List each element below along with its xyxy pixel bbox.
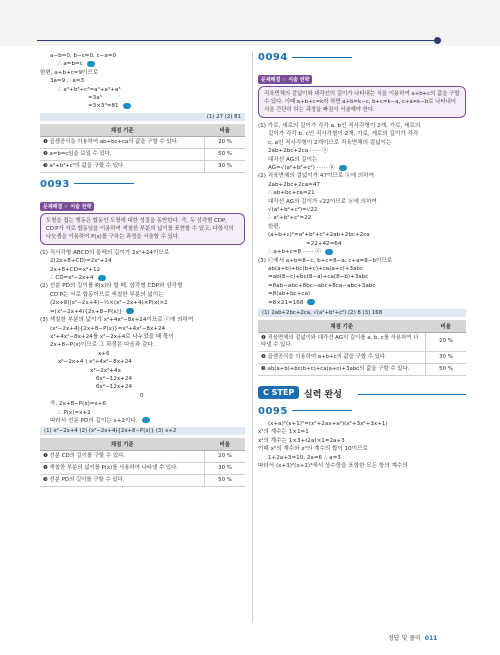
- step-marker-icon: [98, 275, 106, 281]
- solution-line: (2) 선분 PD의 길이를 P(x)라 할 때, 삼각형 CDP와 삼각형: [40, 283, 183, 290]
- division-line: 6x²−12x+24: [96, 384, 133, 391]
- table-header: 비율: [205, 438, 246, 451]
- solution-line: =ab(8−c)+bc(8−a)+ca(8−b)+3abc: [268, 274, 369, 281]
- solution-line: ∴ a+b+c=8 ······ ⓒ: [258, 248, 466, 256]
- solution-line: =8(ab+bc+ca): [268, 291, 311, 298]
- step-marker-icon: [123, 103, 131, 109]
- table-row: ❸ a³+b³+c³의 값을 구할 수 있다. 30 %: [40, 160, 245, 172]
- table-header: 비율: [205, 124, 246, 137]
- solution-line: x⁴의 계수는 1×3+(2a)×1=2a+3: [258, 437, 345, 444]
- table-row: ❶ 직육면체의 겉넓이와 대각선 AG의 길이를 a, b, c를 사용하여 나타낼 수 있다. 20 %: [258, 332, 466, 351]
- solution-line: =8ab−abc+8bc−abc+8ca−abc+3abc: [268, 282, 376, 289]
- step-tag: C STEP: [258, 386, 299, 399]
- table-header: 비율: [426, 320, 467, 333]
- solution-line: c, a인 직사각형이 2개이므로 직육면체의 겉넓이는: [268, 139, 392, 146]
- step-marker-icon: [325, 249, 333, 255]
- solution-line: AG=√(a²+b²+c²) ······ ⓑ: [258, 164, 466, 172]
- solution-line: (1) 가로, 세로의 길이가 각각 a, b인 직사각형이 2개, 가로, 세로의: [258, 123, 421, 129]
- solution-line: (3) 색칠한 부분의 넓이가 x³+4x²−8x+24이므로 ⓒ에 의하여: [40, 317, 194, 324]
- division-line: x²−2x+4 ) x³+4x²−8x+24: [58, 359, 132, 366]
- right-column: [258, 52, 466, 470]
- solution-line: 3a=9 ∴ a=3: [50, 78, 85, 85]
- step-heading: [258, 386, 466, 400]
- solution-line: 2(2x+8+CD)=2x²+24: [50, 258, 112, 265]
- table-header: 채점 기준: [40, 124, 205, 137]
- step-marker-icon: [307, 299, 315, 305]
- solution-line: ∴ P(x)=x+2: [58, 409, 91, 416]
- solution-line: CD′P는 서로 합동이므로 색칠한 부분의 넓이는: [50, 291, 164, 298]
- solution-line: 2ab+2bc+2ca=47: [268, 181, 320, 188]
- table-row: ❸ 선분 PD의 길이를 구할 수 있다. 50 %: [40, 475, 245, 487]
- solution-line: 즉, 2x+8−P(x)=x+6: [50, 401, 107, 408]
- solution-line: 따라서 (x+3)²(x+1)³에서 상수항을 포함한 모든 항의 계수의: [258, 462, 408, 469]
- solution-line: 대각선 AG의 길이가 √22이므로 ⓑ에 의하여: [268, 198, 377, 205]
- solution-line: =3×3³=81: [40, 102, 245, 110]
- division-line: x+6: [98, 350, 110, 357]
- strategy-box: 도형을 접는 행동은 합동인 도형에 대한 성질을 동반한다. 즉, 두 삼각형 CDP, CD′P가 서로 합동임을 이용하여 색칠한 부분의 넓이를 표현할 수 있고, 다항식의 나눗셈을 이용하여 P(x)를 구하는 과정을 서술할 수 있다.: [40, 213, 245, 245]
- problem-number: 0093: [40, 179, 245, 190]
- solution-line: 이때 x⁵의 계수와 x⁴의 계수의 합이 10이므로: [258, 446, 368, 453]
- solution-line: (2) 직육면체의 겉넓이가 47이므로 ⓐ에 의하여: [258, 173, 374, 180]
- step-title: 실력 완성: [304, 389, 342, 400]
- strategy-badge: 문제해결 ☞ 서술 전략: [258, 75, 312, 84]
- table-row: ❷ 곱셈공식을 이용하여 a+b+c의 값을 구할 수 있다. 30 %: [258, 351, 466, 363]
- solution-line: 한편,: [268, 223, 281, 230]
- left-column: [40, 52, 245, 490]
- solution-line: ab(a+b)+bc(b+c)+ca(a+c)+3abc: [268, 265, 364, 272]
- solution-line: 2ab+2bc+2ca ······ ⓐ: [268, 148, 328, 155]
- answer-line: (1) 2ab+2bc+2ca, √(a²+b²+c²) (2) 8 (3) 168: [258, 309, 466, 317]
- solution-line: (2x+8)(x²−2x+4)−½×(x²−2x+4)×P(x)×2: [50, 300, 168, 307]
- solution-line: =22+42=64: [306, 240, 342, 247]
- division-line: 6x²−12x+24: [96, 375, 133, 382]
- division-line: 0: [140, 392, 144, 399]
- solution-line: (x+a)²(x+1)²=(x²+2ax+a²)(x²+3x²+3x+1): [268, 420, 388, 427]
- answer-line: (1) x²−2x+4 (2) (x²−2x+4){2x+8−P(x)} (3) x+2: [40, 427, 245, 435]
- step-marker-icon: [126, 308, 134, 314]
- solution-line: a−b=0, b−c=0, c−a=0: [50, 53, 117, 59]
- page-footer: [388, 633, 437, 642]
- solution-line: 2x+8−P(x)이므로 그 과정은 다음과 같다.: [50, 342, 155, 349]
- problem-number: 0094: [258, 52, 466, 63]
- solution-line: 대각선 AG의 길이는: [268, 156, 318, 163]
- header-rule: [37, 40, 440, 41]
- solution-line: ∴ a²+b²+c²=22: [268, 215, 312, 222]
- solution-line: =3a³: [88, 95, 102, 102]
- table-header: 채점 기준: [40, 438, 205, 451]
- answer-line: (1) 27 (2) 81: [40, 113, 245, 121]
- solution-line: (3) ⓒ에서 a+b=8−c, b+c=8−a, c+a=8−b이므로: [258, 257, 393, 264]
- solution-line: (a+b+c)²=a²+b²+c²+2ab+2bc+2ca: [268, 232, 370, 239]
- division-line: x³−2x²+4x: [90, 367, 121, 374]
- step-rule: [358, 394, 466, 395]
- table-header: 채점 기준: [258, 320, 426, 333]
- solution-line: √(a²+b²+c²)=√22: [268, 207, 318, 214]
- step-marker-icon: [87, 61, 95, 67]
- solution-line: 1+2a+3=10, 2a=6 ∴ a=3: [268, 454, 341, 461]
- solution-line: 한편, a+b+c=9이므로: [40, 69, 99, 76]
- solution-line: x⁵의 계수는 1×1=1: [258, 429, 309, 436]
- table-row: ❶ 선분 CD의 길이를 구할 수 있다. 20 %: [40, 451, 245, 463]
- solution-line: 2x+8+CD=x²+12: [50, 266, 101, 273]
- solution-line: x³+4x²−8x+24를 x²−2x+4로 나누었을 때 몫이: [50, 333, 174, 340]
- solution-line: ∴ CD=x²−2x+4: [40, 274, 245, 282]
- scoring-table: [258, 320, 466, 376]
- table-row: ❸ ab(a+b)+bc(b+c)+ca(a+c)+3abc의 값을 구할 수 있다. 50 %: [258, 363, 466, 375]
- solution-line: 길이가 각각 b, c인 직사각형이 2개, 가로, 세로의 길이가 각각: [268, 131, 419, 138]
- scoring-table: [40, 438, 245, 487]
- step-marker-icon: [142, 417, 150, 423]
- solution-line: (x²−2x+4){2x+8−P(x)}=x³+4x²−8x+24: [50, 325, 166, 332]
- solution-line: =(x²−2x+4){2x+8−P(x)}: [40, 308, 245, 316]
- table-row: ❶ 곱셈공식을 이용하여 ab+bc+ca의 값을 구할 수 있다. 20 %: [40, 136, 245, 148]
- strategy-badge: 문제해결 ☞ 서술 전략: [40, 202, 94, 211]
- scoring-table: [40, 124, 245, 173]
- solution-line: 따라서 선분 PD의 길이는 x+2이다.: [40, 417, 245, 425]
- footer-label: 정답 및 풀이: [388, 635, 421, 642]
- table-row: ❷ 색칠한 부분의 넓이를 P(x)를 사용하여 나타낼 수 있다. 30 %: [40, 463, 245, 475]
- solution-line: ∴ a=b=c: [40, 60, 245, 68]
- table-row: ❷ a=b=c임을 보일 수 있다. 50 %: [40, 148, 245, 160]
- solution-line: =8×21=168: [258, 299, 466, 307]
- header-dot: [434, 37, 441, 44]
- strategy-box: 직육면체의 겉넓이와 대각선의 길이가 나타내는 식을 이용하여 a+b+c의 값을 구할 수 있다. 이때 a+b+c=k라 하면 a+b=k−c, b+c=k−a, c+a=k−b로 나타내어 식을 간단히 하는 과정을 빠짐이 서술해야 한다.: [258, 86, 466, 118]
- page-number: 011: [424, 635, 438, 642]
- solution-line: ∴ ab+bc+ca=21: [268, 190, 315, 197]
- problem-number: 0095: [258, 406, 466, 417]
- solution-line: ∴ a³+b³+c³=a³+a³+a³: [58, 86, 121, 93]
- step-marker-icon: [339, 165, 347, 171]
- column-divider: [252, 52, 253, 622]
- solution-line: (1) 직사각형 ABCD의 둘레의 길이가 2x²+24이므로: [40, 249, 170, 256]
